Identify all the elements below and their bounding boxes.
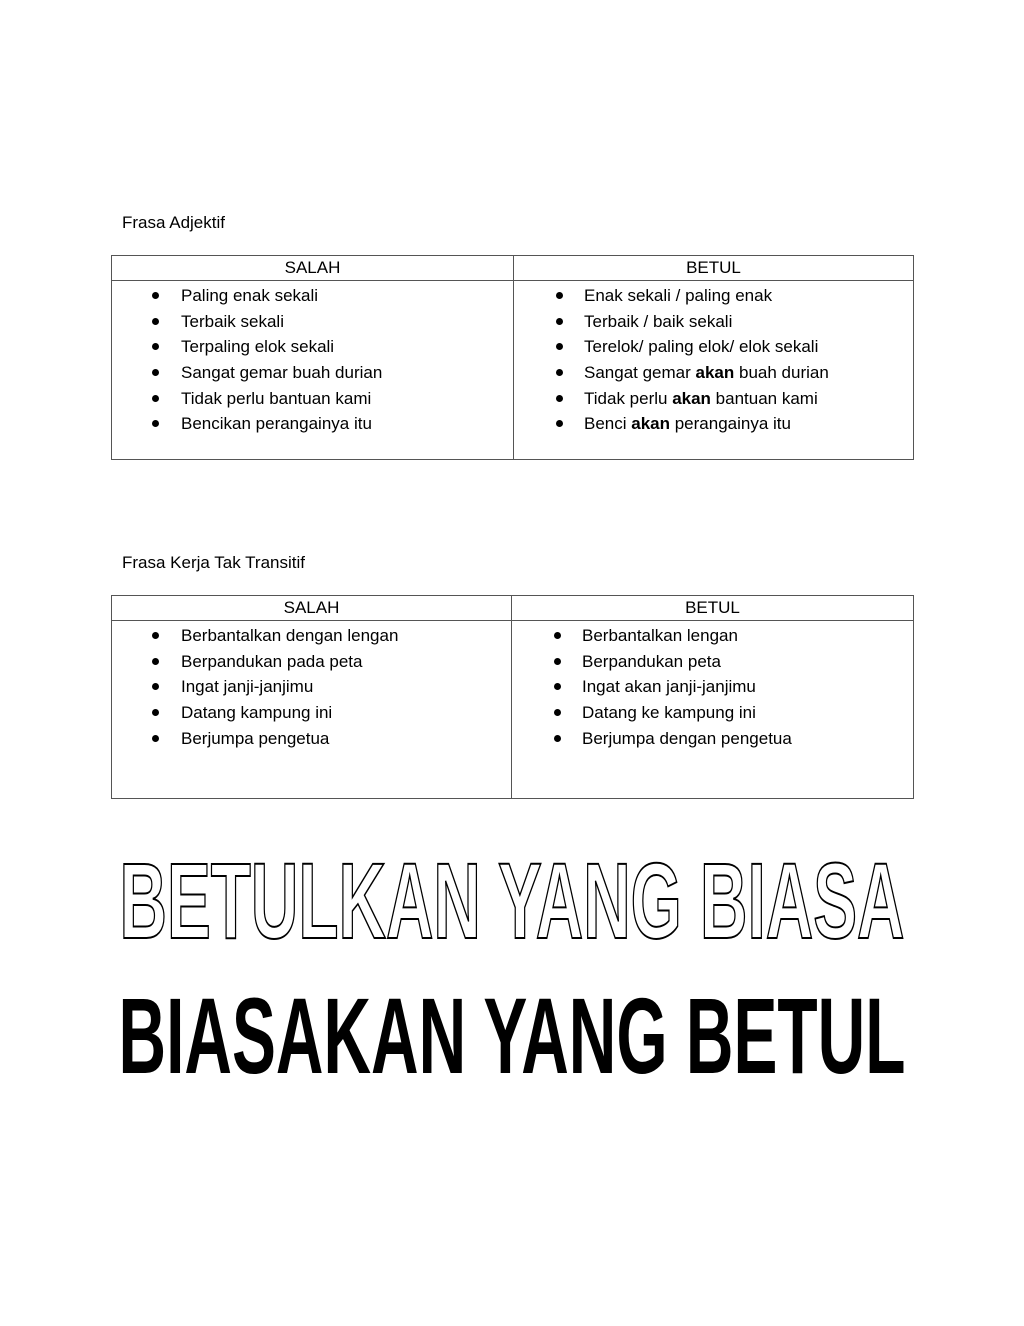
- salah-item-text: Datang kampung ini: [181, 703, 333, 723]
- bullet-icon: [556, 395, 563, 402]
- salah-item-text: Berjumpa pengetua: [181, 728, 330, 748]
- betul-item: [514, 334, 913, 360]
- salah-item-text: Bencikan perangainya itu: [181, 414, 372, 434]
- bullet-icon: [152, 292, 159, 299]
- table-header-row: [112, 256, 914, 281]
- salah-cell: [112, 281, 514, 460]
- salah-item-text: Terbaik sekali: [181, 311, 284, 331]
- betul-item-before: Datang ke kampung ini: [582, 703, 756, 723]
- bullet-icon: [152, 709, 159, 716]
- salah-item-text: Tidak perlu bantuan kami: [181, 388, 372, 408]
- betul-item-emphasis: akan: [631, 414, 670, 434]
- slogan-outline-svg: [112, 848, 912, 948]
- slogan-solid: [0, 985, 1024, 1085]
- salah-item: [112, 309, 513, 335]
- table-header-row: [112, 596, 914, 621]
- frasa-kerja-tak-transitif-table: [111, 595, 914, 799]
- salah-item: [112, 334, 513, 360]
- slogan-outline: [0, 848, 1024, 948]
- bullet-icon: [556, 420, 563, 427]
- bullet-icon: [556, 343, 563, 350]
- betul-list: [512, 621, 913, 751]
- betul-item-before: Terbaik / baik sekali: [584, 311, 733, 331]
- betul-item-after: bantuan kami: [710, 388, 818, 408]
- salah-item-text: Paling enak sekali: [181, 286, 319, 305]
- bullet-icon: [554, 709, 561, 716]
- betul-item-before: Berbantalkan lengan: [582, 626, 738, 645]
- betul-item-before: Ingat akan janji-janjimu: [582, 677, 756, 697]
- betul-list: [514, 281, 913, 437]
- section-title-frasa-adjektif: Frasa Adjektif: [122, 213, 225, 232]
- salah-item: [112, 700, 511, 726]
- salah-item-text: Terpaling elok sekali: [181, 337, 335, 357]
- betul-cell: [514, 281, 914, 460]
- salah-item: [112, 623, 511, 649]
- betul-item: [514, 309, 913, 335]
- bullet-icon: [152, 735, 159, 742]
- betul-item: [514, 283, 913, 309]
- betul-item-before: Enak sekali / paling enak: [584, 286, 773, 305]
- betul-item-after: perangainya itu: [670, 414, 791, 434]
- bullet-icon: [152, 632, 159, 639]
- betul-item: [514, 411, 913, 437]
- bullet-icon: [152, 318, 159, 325]
- salah-item-text: Berpandukan pada peta: [181, 651, 363, 671]
- salah-list: [112, 621, 511, 751]
- betul-item: [512, 623, 913, 649]
- betul-item-before: Berpandukan peta: [582, 651, 721, 671]
- betul-item-before: Terelok/ paling elok/ elok sekali: [584, 337, 819, 357]
- table-body-row: [112, 621, 914, 799]
- bullet-icon: [554, 658, 561, 665]
- betul-item-emphasis: akan: [695, 363, 735, 383]
- salah-item: [112, 386, 513, 412]
- betul-item-after: buah durian: [734, 363, 829, 383]
- header-salah: SALAH: [112, 256, 514, 281]
- slogan-outline-text: BETULKAN YANG BIASA: [119, 848, 905, 948]
- header-betul: BETUL: [514, 256, 914, 281]
- bullet-icon: [152, 420, 159, 427]
- betul-item: [512, 674, 913, 700]
- table-body-row: [112, 281, 914, 460]
- salah-cell: [112, 621, 512, 799]
- betul-item: [514, 386, 913, 412]
- salah-item: [112, 411, 513, 437]
- bullet-icon: [556, 369, 563, 376]
- salah-item: [112, 726, 511, 752]
- bullet-icon: [152, 343, 159, 350]
- header-betul: BETUL: [512, 596, 914, 621]
- slogan-solid-text: BIASAKAN YANG BETUL: [118, 985, 906, 1085]
- betul-item: [512, 649, 913, 675]
- betul-item: [512, 726, 913, 752]
- betul-item-before: Sangat gemar: [584, 363, 696, 383]
- bullet-icon: [554, 683, 561, 690]
- slogan-solid-svg: [112, 985, 912, 1085]
- betul-item-before: Berjumpa dengan pengetua: [582, 728, 792, 748]
- salah-item-text: Ingat janji-janjimu: [181, 677, 314, 697]
- bullet-icon: [554, 632, 561, 639]
- salah-item: [112, 360, 513, 386]
- bullet-icon: [152, 658, 159, 665]
- betul-item: [512, 700, 913, 726]
- header-salah: SALAH: [112, 596, 512, 621]
- betul-item-before: Benci: [584, 414, 632, 434]
- salah-item: [112, 283, 513, 309]
- bullet-icon: [152, 395, 159, 402]
- frasa-adjektif-table: [111, 255, 914, 460]
- section-title-frasa-kerja-tak-transitif: Frasa Kerja Tak Transitif: [122, 553, 305, 572]
- bullet-icon: [152, 369, 159, 376]
- salah-item-text: Berbantalkan dengan lengan: [181, 626, 399, 645]
- betul-item: [514, 360, 913, 386]
- salah-item: [112, 649, 511, 675]
- bullet-icon: [554, 735, 561, 742]
- bullet-icon: [152, 683, 159, 690]
- salah-item-text: Sangat gemar buah durian: [181, 363, 383, 383]
- betul-cell: [512, 621, 914, 799]
- betul-item-before: Tidak perlu: [584, 388, 673, 408]
- salah-item: [112, 674, 511, 700]
- salah-list: [112, 281, 513, 437]
- betul-item-emphasis: akan: [672, 388, 711, 408]
- bullet-icon: [556, 318, 563, 325]
- bullet-icon: [556, 292, 563, 299]
